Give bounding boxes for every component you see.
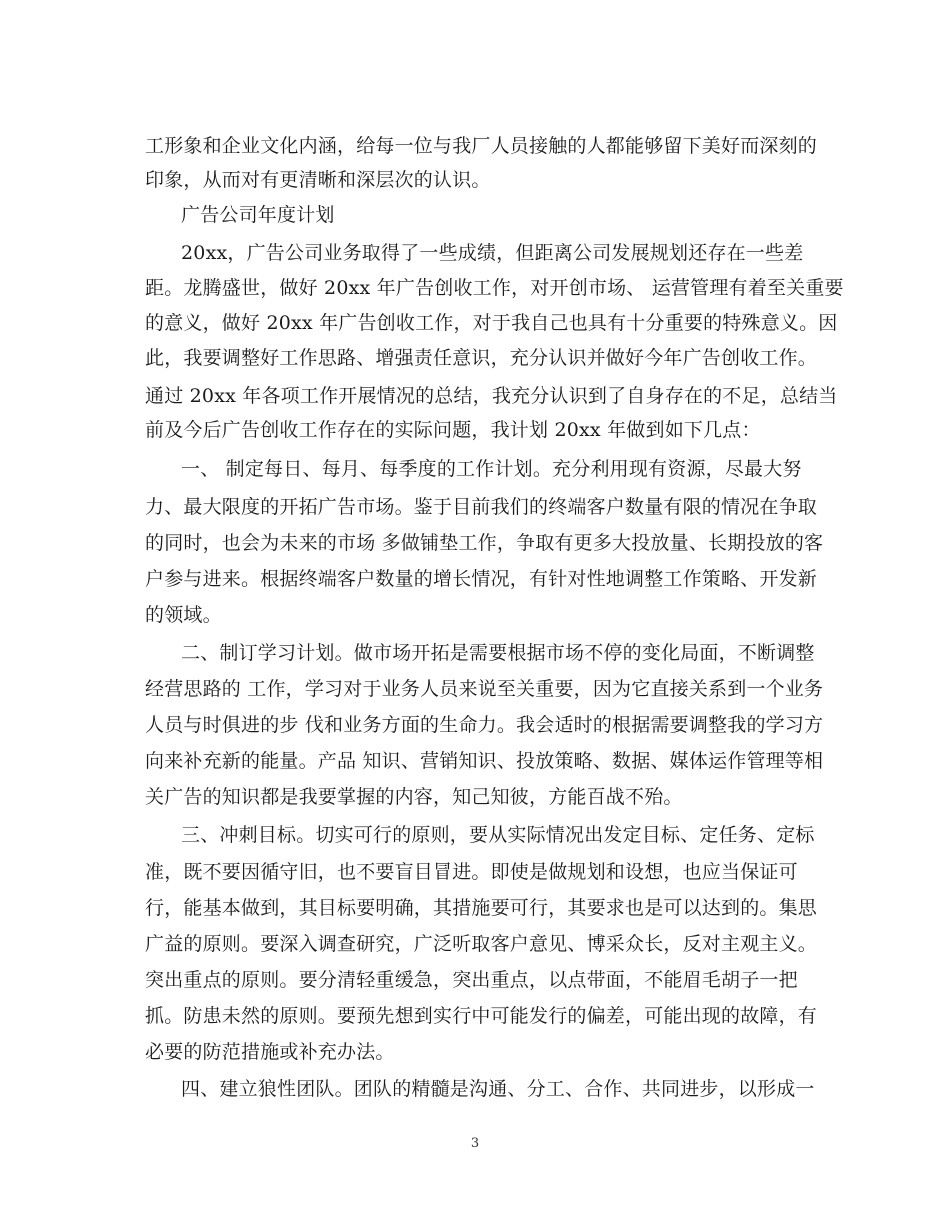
body-text-line: 关广告的知识都是我要掌握的内容，知己知彼，方能百战不殆。 [145,786,683,808]
body-text-line: 准，既不要因循守旧，也不要盲目冒进。即使是做规划和设想，也应当保证可 [145,861,798,883]
body-text-line: 的意义，做好 20xx 年广告创收工作，对于我自己也具有十分重要的特殊意义。因 [145,312,838,334]
body-text-line: 印象，从而对有更清晰和深层次的认识。 [145,169,491,191]
body-text-line: 三、冲刺目标。切实可行的原则，要从实际情况出发定目标、定任务、定标 [181,824,815,846]
page-number: 3 [470,1136,480,1151]
body-text-line: 向来补充新的能量。产品 知识、营销知识、投放策略、数据、媒体运作管理等相 [145,750,824,772]
body-text-line: 抓。防患未然的原则。要预先想到实行中可能发行的偏差，可能出现的故障，有 [145,1005,818,1027]
body-text-line: 一、 制定每日、每月、每季度的工作计划。充分利用现有资源，尽最大努 [181,458,802,480]
body-text-line: 户参与进来。根据终端客户数量的增长情况，有针对性地调整工作策略、开发新 [145,568,818,590]
body-text-line: 此，我要调整好工作思路、增强责任意识，充分认识并做好今年广告创收工作。 [145,347,818,369]
body-text-line: 的同时，也会为未来的市场 多做铺垫工作，争取有更多大投放量、长期投放的客 [145,532,824,554]
section-heading: 广告公司年度计划 [181,204,335,226]
body-text-line: 经营思路的 工作，学习对于业务人员来说至关重要，因为它直接关系到一个业务 [145,678,824,700]
body-text-line: 二、制订学习计划。做市场开拓是需要根据市场不停的变化局面，不断调整 [181,642,815,664]
body-text-line: 广益的原则。要深入调查研究，广泛听取客户意见、博采众长，反对主观主义。 [145,933,818,955]
body-text-line: 必要的防范措施或补充办法。 [145,1041,395,1063]
body-text-line: 前及今后广告创收工作存在的实际问题，我计划 20xx 年做到如下几点： [145,419,761,441]
body-text-line: 工形象和企业文化内涵，给每一位与我厂人员接触的人都能够留下美好而深刻的 [145,135,818,157]
body-text-line: 20xx，广告公司业务取得了一些成绩，但距离公司发展规划还存在一些差 [181,242,804,264]
body-text-line: 突出重点的原则。要分清轻重缓急，突出重点，以点带面，不能眉毛胡子一把 [145,969,798,991]
body-text-line: 人员与时俱进的步 伐和业务方面的生命力。我会适时的根据需要调整我的学习方 [145,714,824,736]
body-text-line: 四、建立狼性团队。团队的精髓是沟通、分工、合作、共同进步，以形成一 [181,1078,815,1100]
body-text-line: 距。龙腾盛世，做好 20xx 年广告创收工作，对开创市场、 运营管理有着至关重要 [145,277,844,299]
body-text-line: 的领域。 [145,604,222,626]
body-text-line: 行，能基本做到，其目标要明确，其措施要可行，其要求也是可以达到的。集思 [145,897,818,919]
body-text-line: 力、最大限度的开拓广告市场。鉴于目前我们的终端客户数量有限的情况在争取 [145,496,818,518]
body-text-line: 通过 20xx 年各项工作开展情况的总结，我充分认识到了自身存在的不足，总结当 [145,385,838,407]
